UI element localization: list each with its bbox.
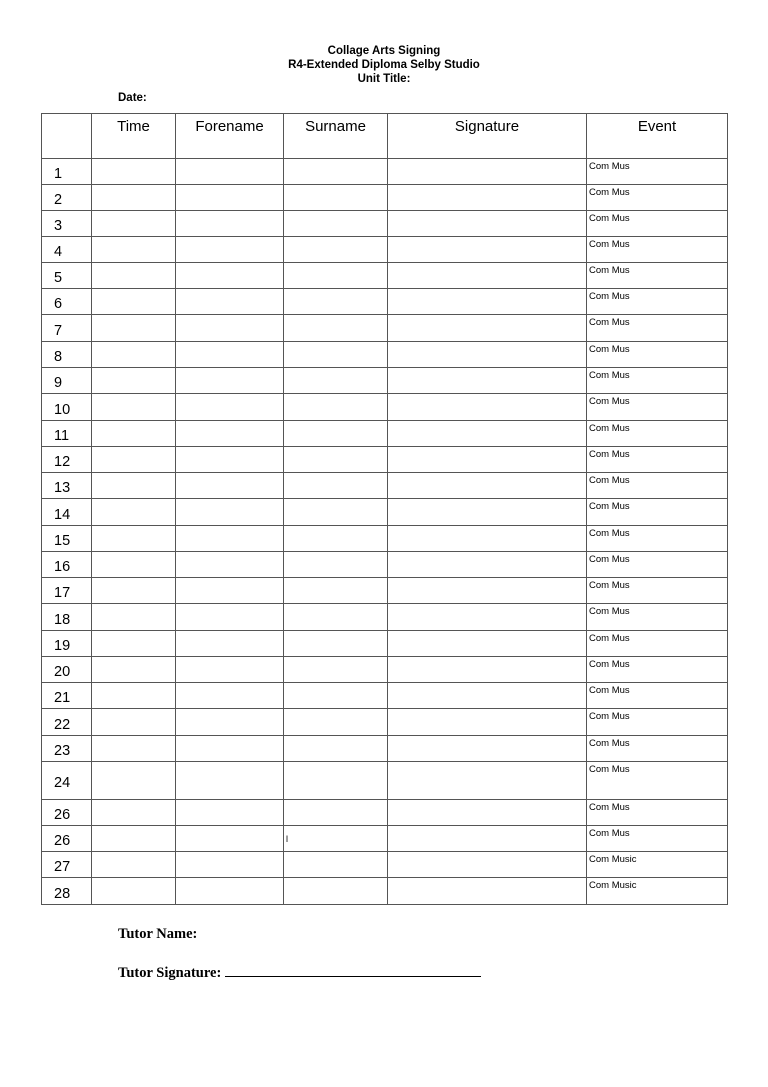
event-cell: Com Mus xyxy=(587,762,728,800)
time-cell[interactable] xyxy=(92,631,176,657)
row-number: 18 xyxy=(42,604,92,631)
column-header-surname: Surname xyxy=(284,114,388,159)
surname-cell[interactable] xyxy=(284,394,388,421)
forename-cell[interactable] xyxy=(176,800,284,826)
table-row xyxy=(42,289,728,315)
table-row xyxy=(42,762,728,800)
tutor-signature-row xyxy=(118,962,481,982)
time-cell[interactable] xyxy=(92,421,176,447)
signature-cell[interactable] xyxy=(388,631,587,657)
row-number: 27 xyxy=(42,852,92,878)
forename-cell[interactable] xyxy=(176,709,284,736)
surname-cell[interactable] xyxy=(284,211,388,237)
event-cell: Com Mus xyxy=(587,657,728,683)
surname-cell[interactable] xyxy=(284,421,388,447)
signing-table xyxy=(41,113,728,905)
row-number: 9 xyxy=(42,368,92,394)
forename-cell[interactable] xyxy=(176,421,284,447)
surname-cell[interactable] xyxy=(284,709,388,736)
surname-cell[interactable] xyxy=(284,185,388,211)
time-cell[interactable] xyxy=(92,342,176,368)
signature-cell[interactable] xyxy=(388,709,587,736)
tutor-name-label: Tutor Name: xyxy=(118,926,198,942)
row-number: 6 xyxy=(42,289,92,315)
column-header-number xyxy=(42,114,92,159)
event-cell: Com Mus xyxy=(587,342,728,368)
time-cell[interactable] xyxy=(92,159,176,185)
row-number: 26 xyxy=(42,826,92,852)
signature-cell[interactable] xyxy=(388,394,587,421)
signature-cell[interactable] xyxy=(388,578,587,604)
forename-cell[interactable] xyxy=(176,499,284,526)
time-cell[interactable] xyxy=(92,499,176,526)
event-cell: Com Mus xyxy=(587,447,728,473)
forename-cell[interactable] xyxy=(176,315,284,342)
surname-cell[interactable] xyxy=(284,762,388,800)
table-body xyxy=(42,159,728,905)
row-number: 11 xyxy=(42,421,92,447)
row-number: 15 xyxy=(42,526,92,552)
time-cell[interactable] xyxy=(92,736,176,762)
signature-cell[interactable] xyxy=(388,473,587,499)
forename-cell[interactable] xyxy=(176,826,284,852)
column-header-forename: Forename xyxy=(176,114,284,159)
table-row xyxy=(42,657,728,683)
table-row xyxy=(42,631,728,657)
signature-cell[interactable] xyxy=(388,447,587,473)
signature-cell[interactable] xyxy=(388,526,587,552)
event-cell: Com Music xyxy=(587,878,728,905)
event-cell: Com Mus xyxy=(587,631,728,657)
signature-cell[interactable] xyxy=(388,263,587,289)
row-number: 20 xyxy=(42,657,92,683)
event-cell: Com Mus xyxy=(587,421,728,447)
time-cell[interactable] xyxy=(92,447,176,473)
tutor-signature-line[interactable] xyxy=(225,962,481,977)
signature-cell[interactable] xyxy=(388,736,587,762)
surname-cell[interactable] xyxy=(284,499,388,526)
table-row xyxy=(42,394,728,421)
table-row xyxy=(42,800,728,826)
event-cell: Com Mus xyxy=(587,826,728,852)
event-cell: Com Mus xyxy=(587,736,728,762)
surname-cell[interactable] xyxy=(284,315,388,342)
surname-cell[interactable] xyxy=(284,237,388,263)
table-row xyxy=(42,342,728,368)
event-cell: Com Mus xyxy=(587,237,728,263)
surname-cell[interactable] xyxy=(284,289,388,315)
signature-cell[interactable] xyxy=(388,211,587,237)
table-row xyxy=(42,826,728,852)
surname-cell[interactable] xyxy=(284,657,388,683)
forename-cell[interactable] xyxy=(176,368,284,394)
table-row xyxy=(42,499,728,526)
time-cell[interactable] xyxy=(92,683,176,709)
time-cell[interactable] xyxy=(92,800,176,826)
row-number: 10 xyxy=(42,394,92,421)
forename-cell[interactable] xyxy=(176,342,284,368)
forename-cell[interactable] xyxy=(176,289,284,315)
row-number: 19 xyxy=(42,631,92,657)
surname-cell[interactable] xyxy=(284,159,388,185)
forename-cell[interactable] xyxy=(176,683,284,709)
surname-cell[interactable] xyxy=(284,604,388,631)
surname-cell[interactable] xyxy=(284,447,388,473)
row-number: 8 xyxy=(42,342,92,368)
signature-cell[interactable] xyxy=(388,604,587,631)
signature-cell[interactable] xyxy=(388,800,587,826)
event-cell: Com Mus xyxy=(587,263,728,289)
row-number: 26 xyxy=(42,800,92,826)
surname-cell[interactable] xyxy=(284,878,388,905)
event-cell: Com Mus xyxy=(587,159,728,185)
time-cell[interactable] xyxy=(92,604,176,631)
time-cell[interactable] xyxy=(92,709,176,736)
signature-cell[interactable] xyxy=(388,657,587,683)
table-row xyxy=(42,211,728,237)
forename-cell[interactable] xyxy=(176,447,284,473)
forename-cell[interactable] xyxy=(176,211,284,237)
event-cell: Com Mus xyxy=(587,289,728,315)
row-number: 22 xyxy=(42,709,92,736)
signature-cell[interactable] xyxy=(388,368,587,394)
document-title: Collage Arts Signing xyxy=(327,45,441,57)
time-cell[interactable] xyxy=(92,237,176,263)
event-cell: Com Mus xyxy=(587,473,728,499)
event-cell: Com Mus xyxy=(587,800,728,826)
surname-cell[interactable] xyxy=(284,852,388,878)
row-number: 3 xyxy=(42,211,92,237)
forename-cell[interactable] xyxy=(176,237,284,263)
surname-cell[interactable] xyxy=(284,473,388,499)
table-row xyxy=(42,185,728,211)
table-row xyxy=(42,683,728,709)
surname-cell[interactable]: l xyxy=(284,826,388,852)
surname-cell[interactable] xyxy=(284,342,388,368)
surname-cell[interactable] xyxy=(284,631,388,657)
table-row xyxy=(42,526,728,552)
row-number: 13 xyxy=(42,473,92,499)
table-row xyxy=(42,578,728,604)
document-header xyxy=(0,44,768,86)
signature-cell[interactable] xyxy=(388,237,587,263)
time-cell[interactable] xyxy=(92,852,176,878)
time-cell[interactable] xyxy=(92,473,176,499)
surname-cell[interactable] xyxy=(284,552,388,578)
table-row xyxy=(42,604,728,631)
event-cell: Com Mus xyxy=(587,211,728,237)
table-row xyxy=(42,447,728,473)
time-cell[interactable] xyxy=(92,878,176,905)
row-number: 4 xyxy=(42,237,92,263)
event-cell: Com Mus xyxy=(587,709,728,736)
forename-cell[interactable] xyxy=(176,473,284,499)
time-cell[interactable] xyxy=(92,578,176,604)
signature-cell[interactable] xyxy=(388,826,587,852)
forename-cell[interactable] xyxy=(176,604,284,631)
event-cell: Com Mus xyxy=(587,499,728,526)
time-cell[interactable] xyxy=(92,315,176,342)
column-header-event: Event xyxy=(587,114,728,159)
table-row xyxy=(42,315,728,342)
forename-cell[interactable] xyxy=(176,736,284,762)
row-number: 23 xyxy=(42,736,92,762)
surname-cell[interactable] xyxy=(284,578,388,604)
event-cell: Com Mus xyxy=(587,315,728,342)
row-number: 12 xyxy=(42,447,92,473)
surname-cell[interactable] xyxy=(284,800,388,826)
forename-cell[interactable] xyxy=(176,394,284,421)
event-cell: Com Mus xyxy=(587,368,728,394)
event-cell: Com Mus xyxy=(587,552,728,578)
surname-cell[interactable] xyxy=(284,736,388,762)
signature-cell[interactable] xyxy=(388,852,587,878)
time-cell[interactable] xyxy=(92,263,176,289)
signature-cell[interactable] xyxy=(388,185,587,211)
signature-cell[interactable] xyxy=(388,552,587,578)
event-cell: Com Mus xyxy=(587,526,728,552)
time-cell[interactable] xyxy=(92,185,176,211)
forename-cell[interactable] xyxy=(176,552,284,578)
row-number: 2 xyxy=(42,185,92,211)
forename-cell[interactable] xyxy=(176,762,284,800)
surname-cell[interactable] xyxy=(284,263,388,289)
event-cell: Com Mus xyxy=(587,394,728,421)
row-number: 7 xyxy=(42,315,92,342)
column-header-signature: Signature xyxy=(388,114,587,159)
row-number: 21 xyxy=(42,683,92,709)
surname-cell[interactable] xyxy=(284,368,388,394)
table-row xyxy=(42,473,728,499)
forename-cell[interactable] xyxy=(176,578,284,604)
time-cell[interactable] xyxy=(92,657,176,683)
time-cell[interactable] xyxy=(92,826,176,852)
table-row xyxy=(42,368,728,394)
time-cell[interactable] xyxy=(92,289,176,315)
forename-cell[interactable] xyxy=(176,878,284,905)
tutor-signature-label: Tutor Signature: xyxy=(118,965,222,981)
event-cell: Com Mus xyxy=(587,185,728,211)
event-cell: Com Mus xyxy=(587,683,728,709)
forename-cell[interactable] xyxy=(176,159,284,185)
surname-cell[interactable] xyxy=(284,526,388,552)
signature-cell[interactable] xyxy=(388,342,587,368)
row-number: 14 xyxy=(42,499,92,526)
column-header-time: Time xyxy=(92,114,176,159)
document-subtitle: R4-Extended Diploma Selby Studio xyxy=(288,59,480,71)
table-row xyxy=(42,237,728,263)
table-row xyxy=(42,552,728,578)
surname-cell[interactable] xyxy=(284,683,388,709)
date-label: Date: xyxy=(118,92,147,104)
row-number: 16 xyxy=(42,552,92,578)
event-cell: Com Mus xyxy=(587,578,728,604)
table-header-row xyxy=(42,114,728,159)
row-number: 1 xyxy=(42,159,92,185)
signature-cell[interactable] xyxy=(388,762,587,800)
table-row xyxy=(42,736,728,762)
signature-cell[interactable] xyxy=(388,683,587,709)
event-cell: Com Mus xyxy=(587,604,728,631)
time-cell[interactable] xyxy=(92,394,176,421)
signature-cell[interactable] xyxy=(388,315,587,342)
row-number: 28 xyxy=(42,878,92,905)
forename-cell[interactable] xyxy=(176,852,284,878)
time-cell[interactable] xyxy=(92,211,176,237)
signature-cell[interactable] xyxy=(388,289,587,315)
time-cell[interactable] xyxy=(92,526,176,552)
signature-cell[interactable] xyxy=(388,878,587,905)
event-cell: Com Music xyxy=(587,852,728,878)
table-row xyxy=(42,263,728,289)
time-cell[interactable] xyxy=(92,552,176,578)
row-number: 17 xyxy=(42,578,92,604)
row-number: 24 xyxy=(42,762,92,800)
signature-cell[interactable] xyxy=(388,421,587,447)
forename-cell[interactable] xyxy=(176,526,284,552)
time-cell[interactable] xyxy=(92,762,176,800)
table-row xyxy=(42,421,728,447)
table-row xyxy=(42,852,728,878)
signature-cell[interactable] xyxy=(388,159,587,185)
table-row xyxy=(42,709,728,736)
forename-cell[interactable] xyxy=(176,263,284,289)
row-number: 5 xyxy=(42,263,92,289)
table-row xyxy=(42,159,728,185)
forename-cell[interactable] xyxy=(176,185,284,211)
signature-cell[interactable] xyxy=(388,499,587,526)
time-cell[interactable] xyxy=(92,368,176,394)
forename-cell[interactable] xyxy=(176,631,284,657)
table-row xyxy=(42,878,728,905)
forename-cell[interactable] xyxy=(176,657,284,683)
unit-title-label: Unit Title: xyxy=(357,73,411,85)
